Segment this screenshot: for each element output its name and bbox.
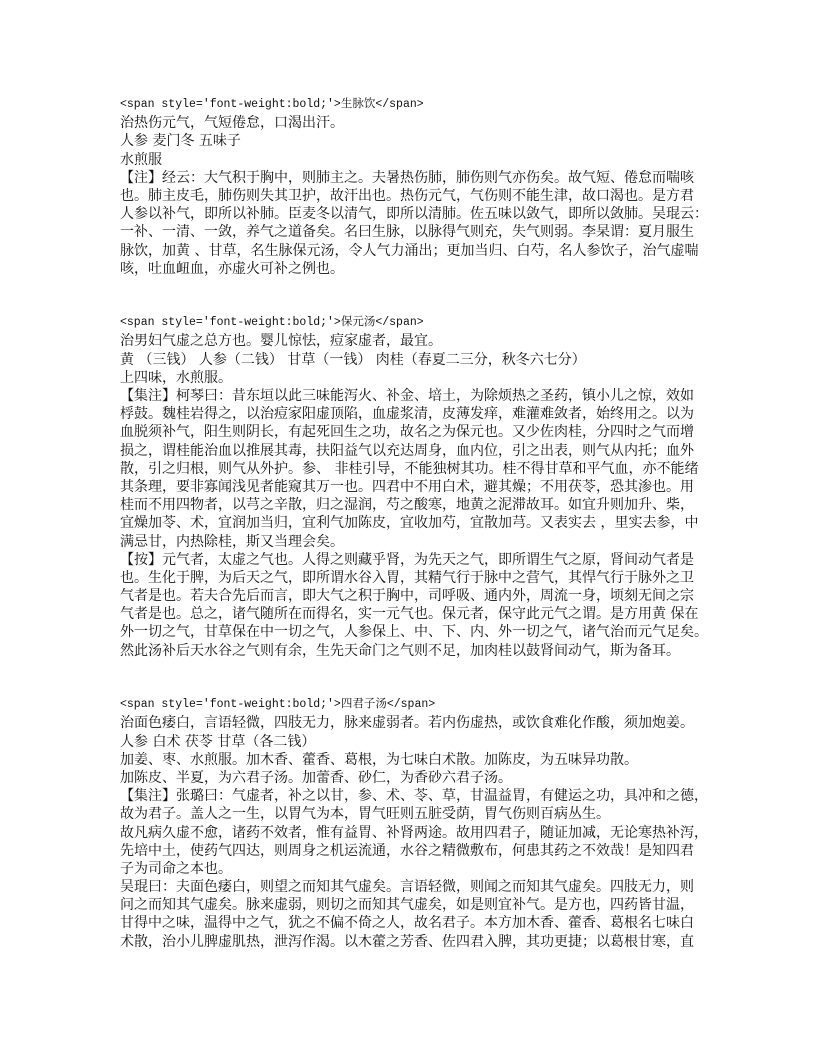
formula-title: <span style='font-weight:bold;'>保元汤</span> [120, 316, 424, 330]
text-line: 人参 麦门冬 五味子 [120, 133, 241, 150]
text-line: 散，引之归根，则气从外护。参、 非桂引导，不能独树其功。桂不得甘草和平气血，亦不能绪 [120, 460, 699, 477]
text-line: 气者是也。若夫合先后而言，即大气之积于胸中，司呼吸、通内外，周流一身，顷刻无间之宗 [120, 588, 694, 605]
text-line: 【注】经云：大气积于胸中，则肺主之。夫暑热伤肺，肺伤则气亦伤矣。故气短、倦怠而喘咳 [120, 169, 694, 186]
text-line: 桴鼓。魏桂岩得之，以治痘家阳虚顶陷，血虚浆清，皮薄发痒，难灌难敛者，始终用之。以为 [120, 406, 694, 423]
text-line: 黄 （三钱） 人参（二钱） 甘草（一钱） 肉桂（春夏二三分，秋冬六七分） [120, 351, 586, 368]
text-line: 满忌甘，内热除桂，斯又当理会矣。 [120, 533, 344, 550]
text-line: 咳，吐血衄血，亦虚火可补之例也。 [120, 260, 344, 277]
document-page [120, 96, 710, 987]
text-line: 水煎服 [120, 151, 162, 168]
text-line: 治男妇气虚之总方也。婴儿惊怯，痘家虚者，最宜。 [120, 333, 442, 350]
text-line: 甘得中之味，温得中之气，犹之不偏不倚之人，故名君子。本方加木香、藿香、葛根名七味白 [120, 915, 694, 932]
text-line: 【按】元气者，太虚之气也。人得之则藏乎肾，为先天之气，即所谓生气之原，肾间动气者是 [120, 551, 694, 568]
text-line: 气者是也。总之，诸气随所在而得名，实一元气也。保元者，保守此元气之谓。是方用黄 保在 [120, 606, 699, 623]
text-line: 故为君子。盖人之一生，以胃气为本，胃气旺则五脏受荫，胃气伤则百病丛生。 [120, 806, 610, 823]
text-line: 治面色痿白，言语轻微，四肢无力，脉来虚弱者。若内伤虚热，或饮食难化作酸，须加炮姜。 [120, 715, 694, 732]
text-line: 【集注】柯琴曰：昔东垣以此三味能泻火、补金、培土，为除烦热之圣药，镇小儿之惊，效如 [120, 388, 694, 405]
text-line: 也。肺主皮毛，肺伤则失其卫护，故汗出也。热伤元气，气伤则不能生津，故口渴也。是方君 [120, 187, 694, 204]
text-line: 外一切之气，甘草保在中一切之气，人参保上、中、下、内、外一切之气，诸气治而元气足矣。 [120, 624, 708, 641]
text-line: 人参 白术 茯苓 甘草（各二钱） [120, 733, 316, 750]
text-line: 治热伤元气，气短倦怠，口渴出汗。 [120, 115, 344, 132]
text-line: 加姜、枣、水煎服。加木香、藿香、葛根，为七味白术散。加陈皮，为五味异功散。 [120, 751, 638, 768]
text-line: 术散，治小儿脾虚肌热，泄泻作渴。以木藿之芳香、佐四君入脾，其功更捷；以葛根甘寒，直 [120, 933, 694, 950]
text-line: 也。生化于脾，为后天之气，即所谓水谷入胃，其精气行于脉中之营气，其悍气行于脉外之卫 [120, 569, 694, 586]
text-line: 脉饮，加黄 、甘草，名生脉保元汤，令人气力涌出；更加当归、白芍，名人参饮子，治气虚喘 [120, 242, 699, 259]
text-line: 先培中土，使药气四达，则周身之机运流通，水谷之精微敷布，何患其药之不效哉！是知四君 [120, 842, 694, 859]
formula-title: <span style='font-weight:bold;'>四君子汤</span> [120, 698, 436, 712]
formula-section [120, 314, 710, 660]
formula-section [120, 96, 710, 278]
text-line: 一补、一清、一敛，养气之道备矣。名曰生脉，以脉得气则充，失气则弱。李杲谓：夏月服生 [120, 224, 694, 241]
formula-title: <span style='font-weight:bold;'>生脉饮</span> [120, 98, 424, 111]
text-line: 子为司命之本也。 [120, 860, 232, 877]
text-line: 桂而不用四物者，以芎之辛散，归之湿润，芍之酸寒，地黄之泥滞故耳。如宜升则加升、柴， [120, 497, 694, 514]
text-line: 血脱须补气，阳生则阴长，有起死回生之功，故名之为保元也。又少佐肉桂，分四时之气而增 [120, 424, 694, 441]
text-line: 上四味，水煎服。 [120, 369, 232, 386]
text-line: 人参以补气，即所以补肺。臣麦冬以清气，即所以清肺。佐五味以敛气，即所以敛肺。吴琨云： [120, 206, 708, 223]
formula-section [120, 696, 710, 951]
text-line: 故凡病久虚不愈，诸药不效者，惟有益胃、补肾两途。故用四君子，随证加减，无论寒热补泻， [120, 824, 708, 841]
text-line: 加陈皮、半夏，为六君子汤。加蕾香、砂仁，为香砂六君子汤。 [120, 769, 512, 786]
text-line: 吴琨曰：夫面色痿白，则望之而知其气虚矣。言语轻微，则闻之而知其气虚矣。四肢无力，则 [120, 879, 694, 896]
text-line: 其条理，要非寡闻浅见者能窥其万一也。四君中不用白术，避其燥；不用茯苓，恐其渗也。用 [120, 478, 694, 495]
text-line: 损之，谓桂能治血以推展其毒，扶阳益气以充达周身，血内位，引之出表，则气从内托；血外 [120, 442, 694, 459]
text-line: 然此汤补后天水谷之气则有余，生先天命门之气则不足，加肉桂以鼓肾间动气，斯为备耳。 [120, 642, 680, 659]
text-line: 问之而知其气虚矣。脉来虚弱，则切之而知其气虚矣，如是则宜补气。是方也，四药皆甘温， [120, 897, 694, 914]
text-line: 宜燥加苓、术，宜润加当归，宜利气加陈皮，宜收加芍，宜散加芎。又表实去 ，里实去参，中 [120, 515, 699, 532]
text-line: 【集注】张璐曰：气虚者，补之以甘，参、术、苓、草，甘温益胃，有健运之功，具冲和之德， [120, 788, 708, 805]
